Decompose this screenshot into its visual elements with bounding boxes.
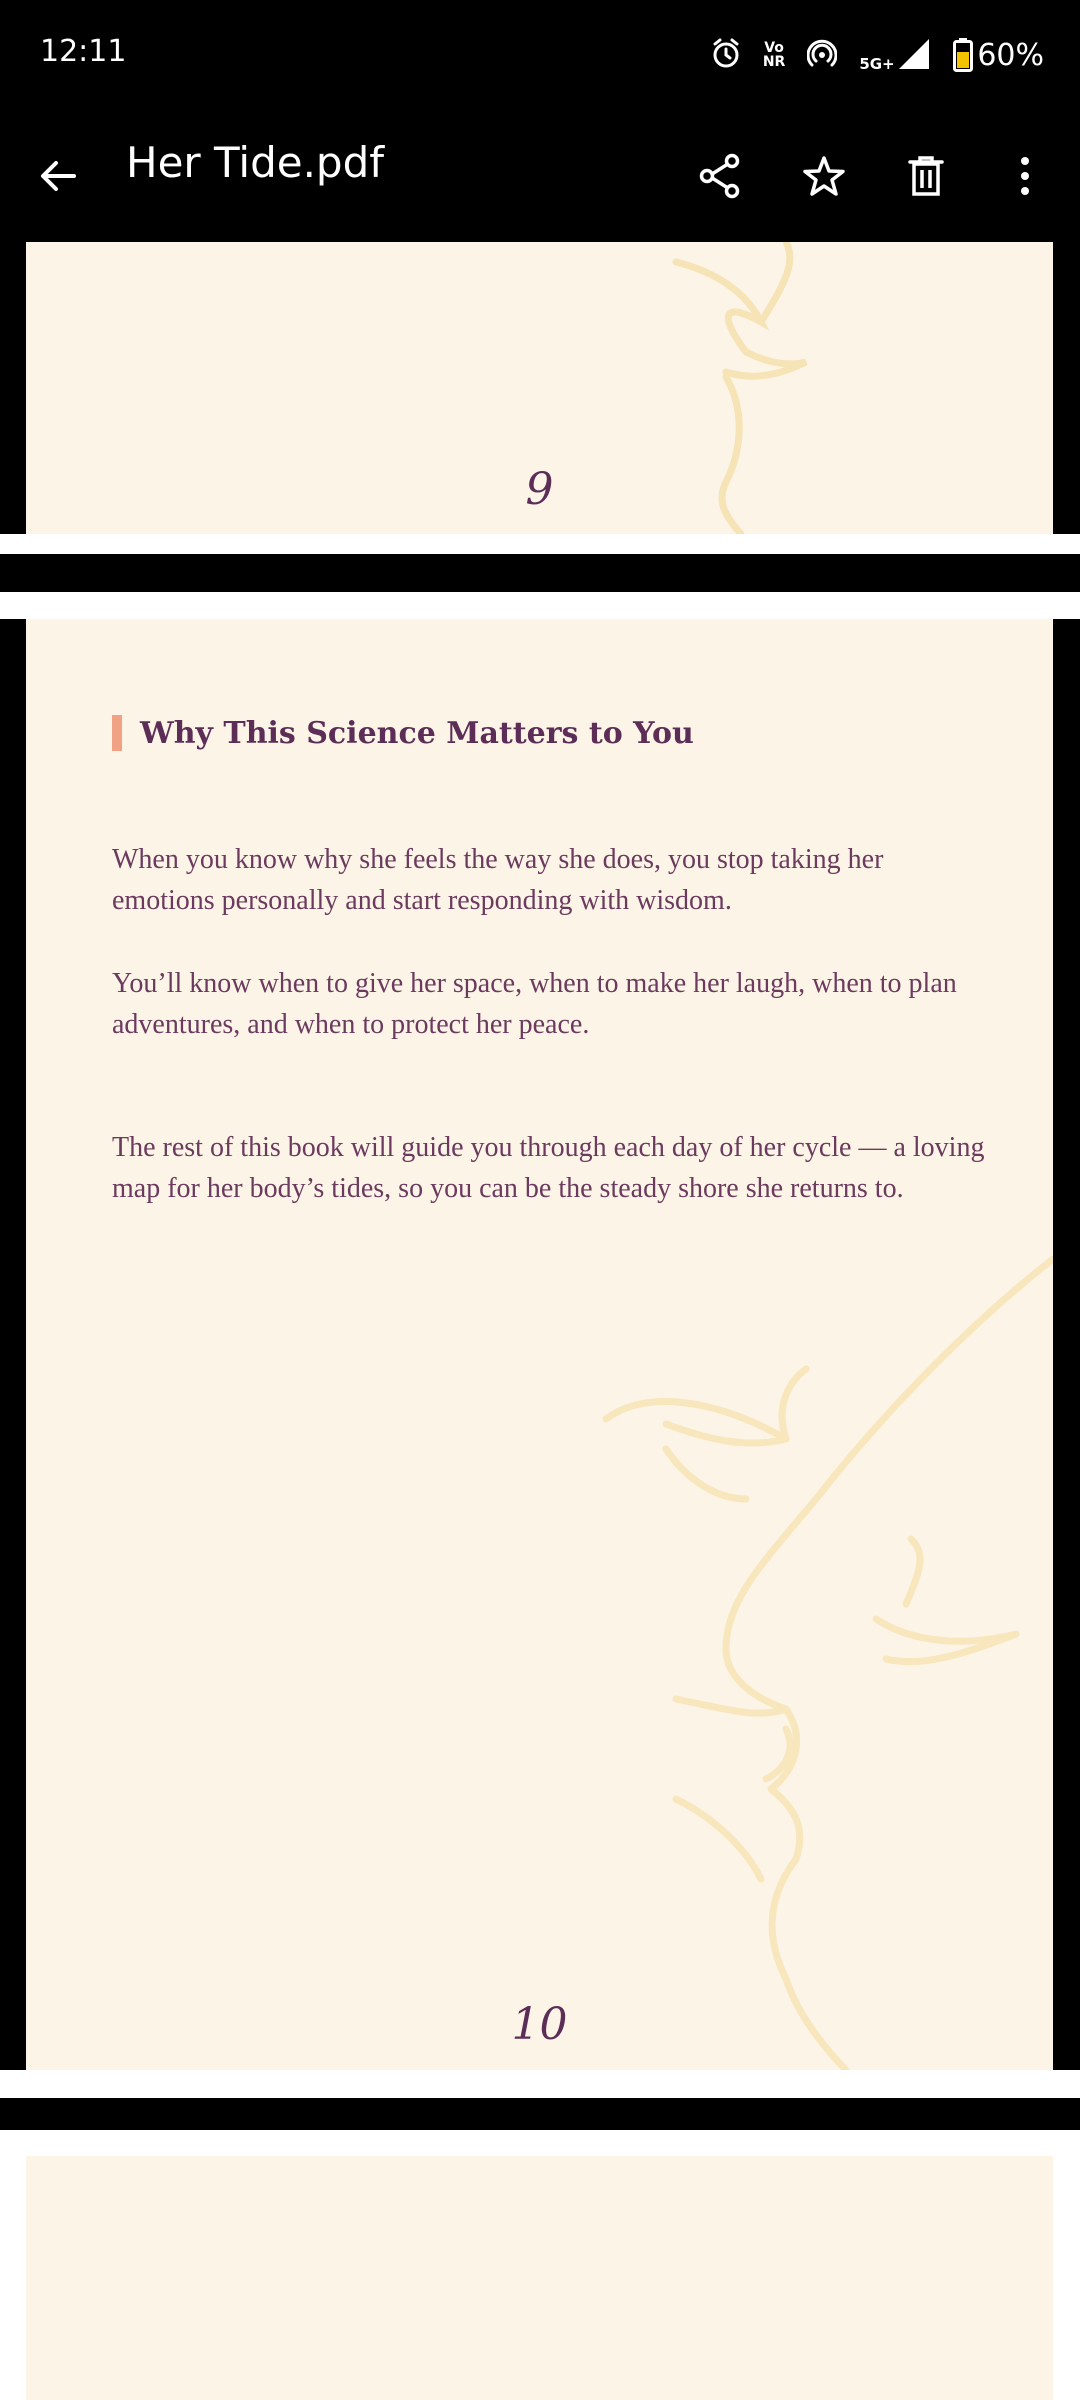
page-separator xyxy=(0,534,1080,554)
pdf-viewer[interactable] xyxy=(0,242,1080,2400)
favorite-button[interactable] xyxy=(794,146,854,206)
heading-text: Why This Science Matters to You xyxy=(140,715,694,751)
status-time: 12:11 xyxy=(40,34,127,69)
pdf-page-9 xyxy=(26,242,1053,534)
volte-bottom-label: NR xyxy=(762,54,786,70)
section-heading xyxy=(112,715,694,751)
status-bar xyxy=(0,0,1080,110)
back-arrow-icon xyxy=(38,156,78,196)
heading-accent-bar xyxy=(112,715,122,751)
battery-indicator xyxy=(953,38,1044,73)
paragraph: When you know why she feels the way she does, you stop taking her emotions personally and start responding with wisdom. xyxy=(112,844,884,916)
pdf-page-10 xyxy=(26,619,1053,2070)
more-options-button[interactable] xyxy=(995,146,1055,206)
battery-percent: 60% xyxy=(977,37,1044,73)
volte-top-label: Vo xyxy=(764,40,784,56)
page-number: 9 xyxy=(525,464,554,515)
battery-icon xyxy=(953,38,973,72)
page-separator xyxy=(0,2070,1080,2098)
alarm-icon xyxy=(711,37,741,73)
status-icons xyxy=(689,30,1044,80)
page-number: 10 xyxy=(511,1999,568,2050)
back-button[interactable] xyxy=(28,146,88,206)
hotspot-icon xyxy=(807,38,837,72)
signal-icon xyxy=(859,35,931,75)
page-separator xyxy=(0,592,1080,619)
app-bar xyxy=(0,110,1080,242)
volte-icon xyxy=(763,41,786,69)
delete-button[interactable] xyxy=(896,146,956,206)
share-icon xyxy=(698,153,742,199)
share-button[interactable] xyxy=(690,146,750,206)
pdf-page-11 xyxy=(26,2156,1053,2400)
paragraph: The rest of this book will guide you through each day of her cycle — a loving map for her body’s tides, so you can be the steady shore she returns to. xyxy=(112,1132,985,1204)
delete-icon xyxy=(906,154,946,198)
document-title: Her Tide.pdf xyxy=(126,138,385,187)
face-line-art xyxy=(26,619,1053,2070)
paragraph: You’ll know when to give her space, when to make her laugh, when to plan adventures, and when to protect her peace. xyxy=(112,968,957,1040)
network-type-label: 5G+ xyxy=(859,55,895,73)
star-icon xyxy=(802,154,846,198)
more-vert-icon xyxy=(1015,154,1035,198)
